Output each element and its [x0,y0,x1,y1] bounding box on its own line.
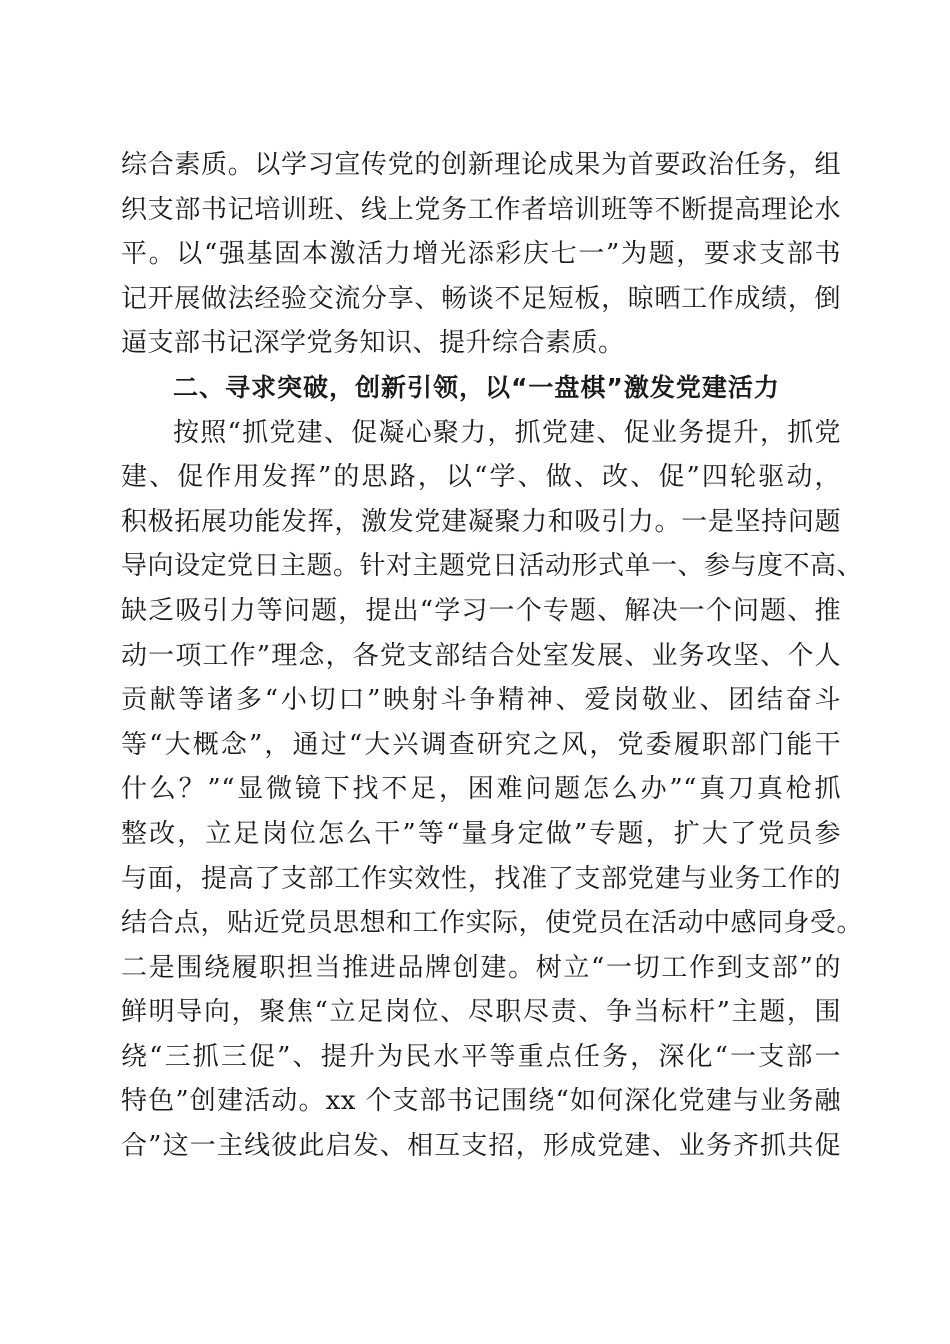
text-line: 动一项工作”理念，各党支部结合处室发展、业务攻坚、个人 [121,640,841,671]
text-line: 合”这一主线彼此启发、相互支招，形成党建、业务齐抓共促 [121,1131,841,1162]
text-line: 与面，提高了支部工作实效性，找准了支部党建与业务工作的 [121,863,841,894]
text-line: 逼支部书记深学党务知识、提升综合素质。 [121,328,625,359]
text-line: 整改，立足岗位怎么干”等“量身定做”专题，扩大了党员参 [121,818,841,849]
text-line: 缺乏吸引力等问题，提出“学习一个专题、解决一个问题、推 [121,595,841,626]
text-line: 织支部书记培训班、线上党务工作者培训班等不断提高理论水 [121,194,841,225]
paragraph-2 [121,411,864,1169]
text-line: 记开展做法经验交流分享、畅谈不足短板，晾晒工作成绩，倒 [121,283,841,314]
text-line: 什么？”“显微镜下找不足，困难问题怎么办”“真刀真枪抓 [121,774,841,805]
text-line: 等“大概念”，通过“大兴调查研究之风，党委履职部门能干 [121,729,841,760]
paragraph-1 [121,143,841,366]
text-line: 导向设定党日主题。针对主题党日活动形式单一、参与度不高、 [121,551,864,582]
text-line: 结合点，贴近党员思想和工作实际，使党员在活动中感同身受。 [121,908,864,939]
text-line: 贡献等诸多“小切口”映射斗争精神、爱岗敬业、团结奋斗 [121,685,841,716]
text-line: 建、促作用发挥”的思路，以“学、做、改、促”四轮驱动， [121,462,841,493]
text-line: 绕“三抓三促”、提升为民水平等重点任务，深化“一支部一 [121,1041,841,1072]
text-line: 积极拓展功能发挥，激发党建凝聚力和吸引力。一是坚持问题 [121,506,841,537]
text-line: 综合素质。以学习宣传党的创新理论成果为首要政治任务，组 [121,150,841,180]
section-heading: 二、寻求突破，创新引领，以“一盘棋”激发党建活力 [173,372,780,402]
text-line: 按照“抓党建、促凝心聚力，抓党建、促业务提升，抓党 [173,417,841,448]
document-body [121,143,864,1169]
text-line: 平。以“强基固本激活力增光添彩庆七一”为题，要求支部书 [121,239,841,270]
text-line: 鲜明导向，聚焦“立足岗位、尽职尽责、争当标杆”主题，围 [121,997,841,1028]
text-line: 二是围绕履职担当推进品牌创建。树立“一切工作到支部”的 [121,952,841,983]
text-line: 特色”创建活动。xx 个支部书记围绕“如何深化党建与业务融 [121,1086,841,1117]
